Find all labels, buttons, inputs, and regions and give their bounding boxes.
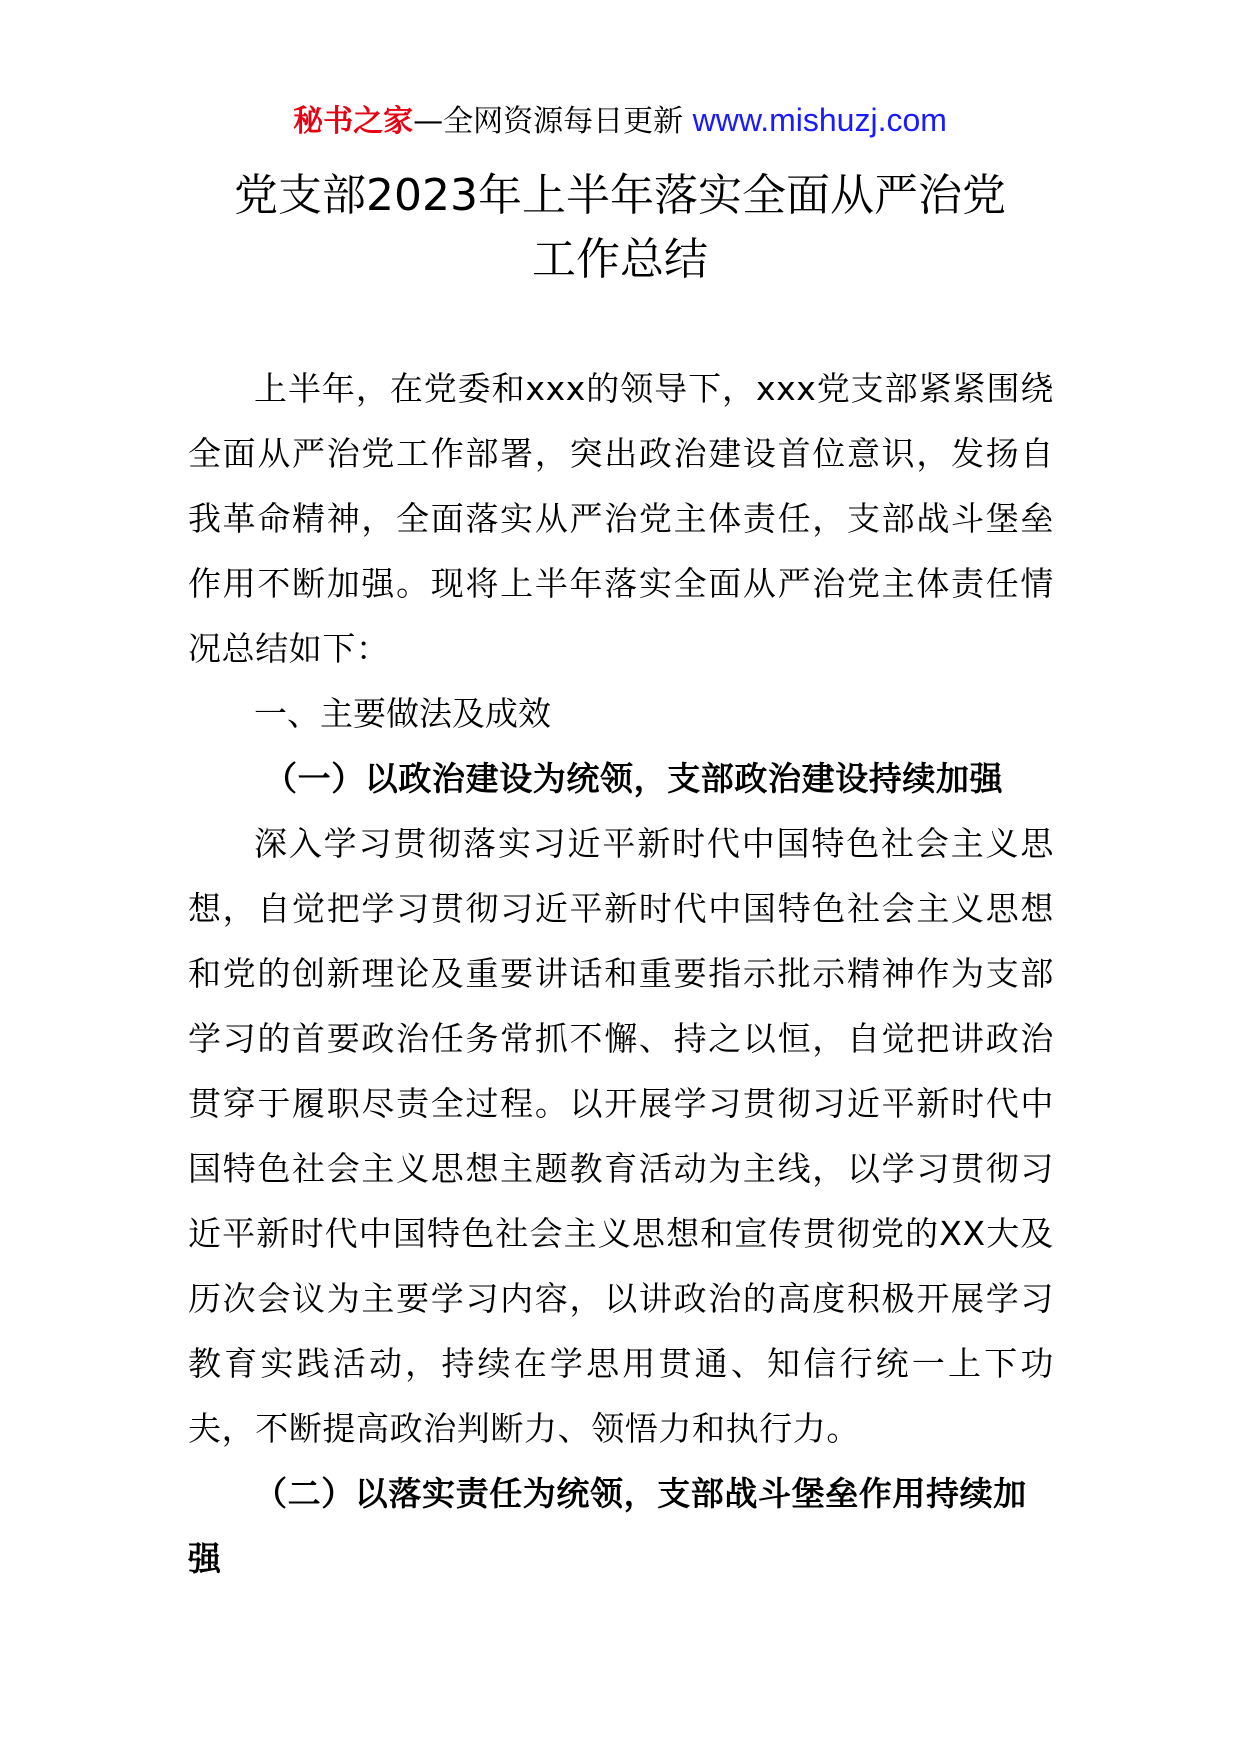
subsection-heading-2: （二）以落实责任为统领，支部战斗堡垒作用持续加强 xyxy=(188,1474,1027,1578)
section-heading: 一、主要做法及成效 xyxy=(254,694,551,733)
title-line-1: 党支部2023年上半年落实全面从严治党 xyxy=(234,170,1006,221)
site-header xyxy=(0,100,1240,142)
subsection-1-paragraph: 深入学习贯彻落实习近平新时代中国特色社会主义思想，自觉把学习贯彻习近平新时代中国特色社会主义思想和党的创新理论及重要讲话和重要指示批示精神作为支部学习的首要政治任务常抓不懈、持之以恒，自觉把讲政治贯穿于履职尽责全过程。以开展学习贯彻习近平新时代中国特色社会主义思想主题教育活动为主线，以学习贯彻习近平新时代中国特色社会主义思想和宣传贯彻党的XX大及历次会议为主要学习内容，以讲政治的高度积极开展学习教育实践活动，持续在学思用贯通、知信行统一上下功夫，不断提高政治判断力、领悟力和执行力。 xyxy=(188,824,1054,1448)
title-line-2: 工作总结 xyxy=(532,234,708,285)
header-tagline: —全网资源每日更新 xyxy=(413,104,684,139)
subsection-heading-1: （一）以政治建设为统领，支部政治建设持续加强 xyxy=(264,759,1004,798)
document-title xyxy=(150,164,1090,292)
document-body xyxy=(188,356,1054,1591)
brand-name: 秘书之家 xyxy=(293,104,414,139)
site-url-link[interactable]: www.mishuzj.com xyxy=(692,102,947,138)
intro-paragraph: 上半年，在党委和xxx的领导下，xxx党支部紧紧围绕全面从严治党工作部署，突出政治建设首位意识，发扬自我革命精神，全面落实从严治党主体责任，支部战斗堡垒作用不断加强。现将上半年落实全面从严治党主体责任情况总结如下： xyxy=(188,369,1054,668)
